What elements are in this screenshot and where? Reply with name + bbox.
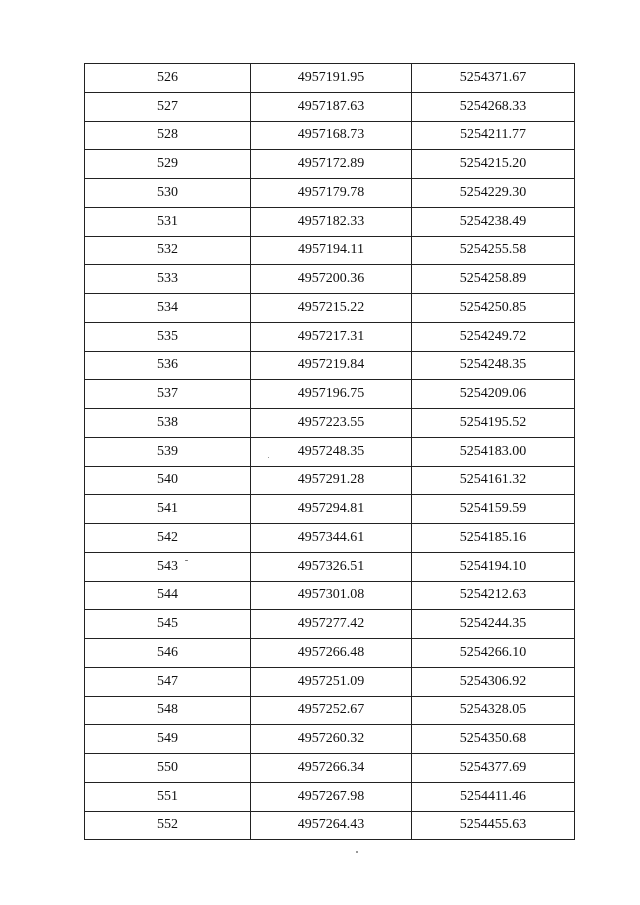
table-row <box>85 64 575 93</box>
table-row <box>85 696 575 725</box>
point-number-cell: 529 <box>85 150 251 179</box>
y-coordinate-cell: 5254159.59 <box>412 495 575 524</box>
point-number-cell: 538 <box>85 409 251 438</box>
y-coordinate-cell: 5254255.58 <box>412 236 575 265</box>
y-coordinate-cell: 5254161.32 <box>412 466 575 495</box>
x-coordinate-cell: 4957266.34 <box>251 754 412 783</box>
table-row <box>85 754 575 783</box>
x-coordinate-cell: 4957326.51 <box>251 552 412 581</box>
y-coordinate-cell: 5254371.67 <box>412 64 575 93</box>
point-number-cell: 537 <box>85 380 251 409</box>
point-number-cell: 548 <box>85 696 251 725</box>
x-coordinate-cell: 4957266.48 <box>251 639 412 668</box>
point-number-cell: 544 <box>85 581 251 610</box>
y-coordinate-cell: 5254250.85 <box>412 294 575 323</box>
point-number-cell: 528 <box>85 121 251 150</box>
table-row <box>85 409 575 438</box>
table-row <box>85 725 575 754</box>
x-coordinate-cell: 4957291.28 <box>251 466 412 495</box>
scan-speck <box>185 560 188 561</box>
y-coordinate-cell: 5254195.52 <box>412 409 575 438</box>
point-number-cell: 546 <box>85 639 251 668</box>
y-coordinate-cell: 5254244.35 <box>412 610 575 639</box>
y-coordinate-cell: 5254185.16 <box>412 524 575 553</box>
table-row <box>85 265 575 294</box>
scan-speck <box>268 457 269 458</box>
x-coordinate-cell: 4957182.33 <box>251 207 412 236</box>
table-row <box>85 380 575 409</box>
coordinate-table-body <box>85 64 575 840</box>
point-number-cell: 535 <box>85 322 251 351</box>
table-row <box>85 121 575 150</box>
y-coordinate-cell: 5254238.49 <box>412 207 575 236</box>
x-coordinate-cell: 4957277.42 <box>251 610 412 639</box>
point-number-cell: 545 <box>85 610 251 639</box>
x-coordinate-cell: 4957294.81 <box>251 495 412 524</box>
x-coordinate-cell: 4957223.55 <box>251 409 412 438</box>
scan-speck <box>356 851 358 853</box>
point-number-cell: 552 <box>85 811 251 840</box>
x-coordinate-cell: 4957264.43 <box>251 811 412 840</box>
x-coordinate-cell: 4957248.35 <box>251 437 412 466</box>
table-row <box>85 610 575 639</box>
table-row <box>85 552 575 581</box>
table-row <box>85 495 575 524</box>
point-number-cell: 551 <box>85 782 251 811</box>
point-number-cell: 543 <box>85 552 251 581</box>
y-coordinate-cell: 5254266.10 <box>412 639 575 668</box>
y-coordinate-cell: 5254212.63 <box>412 581 575 610</box>
table-row <box>85 811 575 840</box>
y-coordinate-cell: 5254215.20 <box>412 150 575 179</box>
point-number-cell: 547 <box>85 667 251 696</box>
y-coordinate-cell: 5254229.30 <box>412 179 575 208</box>
table-row <box>85 437 575 466</box>
y-coordinate-cell: 5254248.35 <box>412 351 575 380</box>
point-number-cell: 530 <box>85 179 251 208</box>
table-row <box>85 294 575 323</box>
y-coordinate-cell: 5254306.92 <box>412 667 575 696</box>
point-number-cell: 549 <box>85 725 251 754</box>
point-number-cell: 541 <box>85 495 251 524</box>
point-number-cell: 533 <box>85 265 251 294</box>
table-row <box>85 322 575 351</box>
y-coordinate-cell: 5254209.06 <box>412 380 575 409</box>
x-coordinate-cell: 4957251.09 <box>251 667 412 696</box>
table-row <box>85 581 575 610</box>
y-coordinate-cell: 5254350.68 <box>412 725 575 754</box>
x-coordinate-cell: 4957187.63 <box>251 92 412 121</box>
table-row <box>85 150 575 179</box>
x-coordinate-cell: 4957191.95 <box>251 64 412 93</box>
point-number-cell: 550 <box>85 754 251 783</box>
coordinate-table <box>84 63 575 840</box>
table-row <box>85 782 575 811</box>
x-coordinate-cell: 4957260.32 <box>251 725 412 754</box>
point-number-cell: 526 <box>85 64 251 93</box>
y-coordinate-cell: 5254211.77 <box>412 121 575 150</box>
point-number-cell: 527 <box>85 92 251 121</box>
y-coordinate-cell: 5254258.89 <box>412 265 575 294</box>
point-number-cell: 540 <box>85 466 251 495</box>
x-coordinate-cell: 4957196.75 <box>251 380 412 409</box>
x-coordinate-cell: 4957252.67 <box>251 696 412 725</box>
x-coordinate-cell: 4957200.36 <box>251 265 412 294</box>
table-row <box>85 92 575 121</box>
x-coordinate-cell: 4957172.89 <box>251 150 412 179</box>
table-row <box>85 667 575 696</box>
y-coordinate-cell: 5254377.69 <box>412 754 575 783</box>
x-coordinate-cell: 4957219.84 <box>251 351 412 380</box>
x-coordinate-cell: 4957194.11 <box>251 236 412 265</box>
y-coordinate-cell: 5254411.46 <box>412 782 575 811</box>
x-coordinate-cell: 4957215.22 <box>251 294 412 323</box>
point-number-cell: 532 <box>85 236 251 265</box>
table-row <box>85 524 575 553</box>
y-coordinate-cell: 5254183.00 <box>412 437 575 466</box>
table-row <box>85 351 575 380</box>
x-coordinate-cell: 4957267.98 <box>251 782 412 811</box>
x-coordinate-cell: 4957217.31 <box>251 322 412 351</box>
y-coordinate-cell: 5254268.33 <box>412 92 575 121</box>
y-coordinate-cell: 5254194.10 <box>412 552 575 581</box>
x-coordinate-cell: 4957179.78 <box>251 179 412 208</box>
table-row <box>85 639 575 668</box>
table-row <box>85 179 575 208</box>
point-number-cell: 536 <box>85 351 251 380</box>
table-row <box>85 466 575 495</box>
point-number-cell: 542 <box>85 524 251 553</box>
y-coordinate-cell: 5254328.05 <box>412 696 575 725</box>
point-number-cell: 539 <box>85 437 251 466</box>
table-row <box>85 236 575 265</box>
x-coordinate-cell: 4957168.73 <box>251 121 412 150</box>
x-coordinate-cell: 4957344.61 <box>251 524 412 553</box>
y-coordinate-cell: 5254249.72 <box>412 322 575 351</box>
x-coordinate-cell: 4957301.08 <box>251 581 412 610</box>
y-coordinate-cell: 5254455.63 <box>412 811 575 840</box>
table-row <box>85 207 575 236</box>
point-number-cell: 534 <box>85 294 251 323</box>
point-number-cell: 531 <box>85 207 251 236</box>
